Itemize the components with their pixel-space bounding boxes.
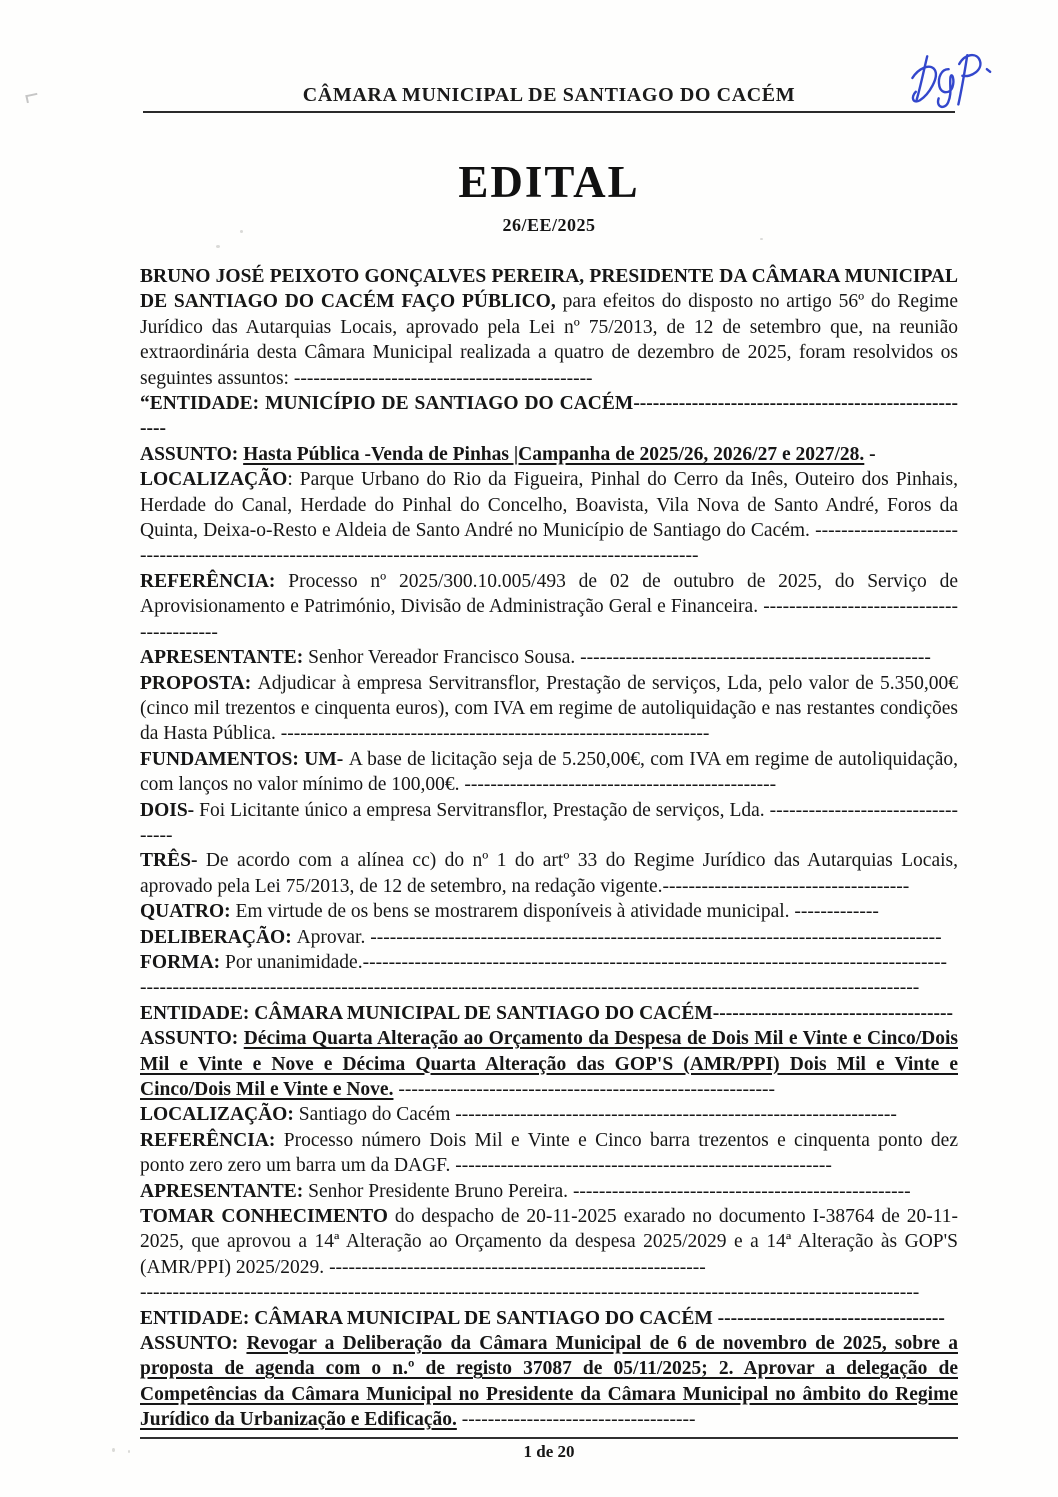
- text-segment: ASSUNTO:: [140, 443, 244, 465]
- document-paragraph: [140, 1102, 958, 1127]
- scan-speck: [216, 245, 220, 248]
- text-segment: QUATRO:: [140, 901, 236, 923]
- dash-filler: ------------------------------------------------------------------: [280, 723, 710, 745]
- text-segment: Aprovar.: [296, 926, 371, 948]
- document-paragraph: [140, 1179, 958, 1204]
- dash-filler: ----------------------------------: [140, 799, 958, 846]
- dash-filler: ------------------------------------------------------------------------------------------------------------------------: [140, 1282, 920, 1304]
- dash-filler: --------------------------------------------------------------------: [455, 1104, 897, 1126]
- document-paragraph: [140, 1026, 958, 1102]
- document-paragraph: [140, 264, 958, 391]
- document-paragraph: [140, 1128, 958, 1179]
- document-paragraph: [140, 1204, 958, 1280]
- text-segment: Por unanimidade.: [225, 951, 363, 973]
- document-paragraph: [140, 442, 958, 467]
- text-segment: APRESENTANTE:: [140, 647, 309, 669]
- scan-speck: [112, 1448, 115, 1452]
- text-segment: Processo nº 2025/300.10.005/493 de 02 de outubro de 2025, do Serviço de Aprovisionamento e Património, Divisão de Administração Geral e Financeira.: [140, 570, 958, 618]
- dash-filler: ----------------------------------------------: [293, 367, 593, 389]
- text-segment: Hasta Pública -Venda de Pinhas |Campanha de 2025/26, 2026/27 e 2027/28.: [243, 443, 865, 465]
- header-rule: [143, 111, 955, 113]
- document-paragraph: [140, 569, 958, 645]
- text-segment: TOMAR CONHECIMENTO: [140, 1206, 395, 1228]
- scan-artifact-mark: [25, 93, 38, 103]
- text-segment: Décima Quarta Alteração ao Orçamento da Despesa de Dois Mil e Vinte e Cinco/Dois Mil e Vinte e Nove e Décima Quarta Alteração das GOP'S (AMR/PPI) Dois Mil e Vinte e Cinco/Dois Mil e Vinte e Nove.: [140, 1028, 958, 1100]
- text-segment: “ENTIDADE: MUNICÍPIO DE SANTIAGO DO CACÉM: [140, 393, 634, 415]
- text-segment: ASSUNTO:: [140, 1028, 244, 1050]
- document-paragraph: [140, 1280, 958, 1305]
- dash-filler: ----------------------------------------------------------: [455, 1155, 832, 1177]
- dash-filler: ----------------------------------------------------: [572, 1180, 911, 1202]
- document-title: EDITAL: [458, 157, 640, 207]
- text-segment: REFERÊNCIA:: [140, 1129, 284, 1151]
- text-segment: DELIBERAÇÃO:: [140, 926, 297, 948]
- document-paragraph: [140, 391, 958, 442]
- text-segment: Em virtude de os bens se mostrarem disponíveis à atividade municipal.: [235, 901, 795, 923]
- dash-filler: ------------------------------------: [461, 1409, 696, 1431]
- document-paragraph: [140, 899, 958, 924]
- document-paragraph: [140, 467, 958, 569]
- document-paragraph: [140, 645, 958, 670]
- text-segment: Senhor Presidente Bruno Pereira.: [308, 1180, 573, 1202]
- scan-speck: [760, 238, 763, 240]
- text-segment: LOCALIZAÇÃO: [140, 469, 288, 491]
- text-segment: Foi Licitante único a empresa Servitransflor, Prestação de serviços, Lda.: [199, 799, 770, 821]
- text-segment: BRUNO JOSÉ PEIXOTO GONÇALVES PEREIRA, PRESIDENTE DA CÂMARA MUNICIPAL DE SANTIAGO DO CACÉM FAÇO PÚBLICO,: [140, 266, 958, 313]
- document-paragraph: [140, 848, 958, 899]
- text-segment: para efeitos do disposto no artigo 56º do Regime Jurídico das Autarquias Locais, aprovado pela Lei nº 75/2013, de 12 de setembro que, na reunião extraordinária desta Câmara Municipal realizada a quatro de dezembro de 2025, foram resolvidos os seguintes assuntos:: [140, 291, 958, 389]
- document-paragraph: [140, 671, 958, 747]
- dash-filler: -------------: [794, 901, 879, 923]
- dash-filler: ----------------------------------------------------------------------------------------: [370, 926, 942, 948]
- text-segment: APRESENTANTE:: [140, 1180, 309, 1202]
- document-paragraph: [140, 1001, 958, 1026]
- text-segment: A base de licitação seja de 5.250,00€, com IVA em regime de autoliquidação, com lanços no valor mínimo de 100,00€.: [140, 748, 958, 796]
- document-number: 26/EE/2025: [502, 215, 596, 235]
- document-body: [140, 264, 958, 1434]
- document-paragraph: [140, 975, 958, 1000]
- dash-filler: ------------------------------------------: [140, 596, 958, 643]
- text-segment: ENTIDADE: CÂMARA MUNICIPAL DE SANTIAGO DO CACÉM: [140, 1307, 718, 1329]
- dash-filler: ------------------------------------------------------: [140, 393, 958, 440]
- signature-initials-icon: [908, 44, 994, 120]
- dash-filler: ------------------------------------------------------------------------------------------------------------------------: [140, 977, 920, 999]
- header-title: CÂMARA MUNICIPAL DE SANTIAGO DO CACÉM: [302, 84, 796, 106]
- text-segment: TRÊS-: [140, 850, 206, 872]
- text-segment: Adjudicar à empresa Servitransflor, Prestação de serviços, Lda, pelo valor de 5.350,00€ (cinco mil trezentos e cinquenta euros), com IVA em regime de autoliquidação e nas restantes condições da Hasta Pública.: [140, 672, 958, 745]
- text-segment: do despacho de 20-11-2025 exarado no documento I-38764 de 20-11-2025, que aprovou a 14ª Alteração ao Orçamento da despesa 2025/2029 e a 14ª Alteração às GOP'S (AMR/PPI) 2025/2029.: [140, 1206, 958, 1278]
- text-segment: REFERÊNCIA:: [140, 570, 289, 592]
- footer-rule: [140, 1437, 958, 1439]
- document-paragraph: [140, 1306, 958, 1331]
- document-paragraph: [140, 925, 958, 950]
- text-segment: LOCALIZAÇÃO:: [140, 1104, 299, 1126]
- document-paragraph: [140, 747, 958, 798]
- dash-filler: --------------------------------------: [662, 875, 910, 897]
- text-segment: Senhor Vereador Francisco Sousa.: [308, 647, 581, 669]
- text-segment: DOIS-: [140, 799, 200, 821]
- document-paragraph: [140, 1331, 958, 1433]
- dash-filler: ------------------------------------------------------------------------------------------: [362, 951, 948, 973]
- document-paragraph: [140, 950, 958, 975]
- dash-filler: ------------------------------------------------------: [580, 647, 931, 669]
- document-paragraph: [140, 798, 958, 849]
- document-paragraph: [140, 1433, 958, 1434]
- text-segment: Santiago do Cacém: [298, 1104, 456, 1126]
- dash-filler: ------------------------------------------------------------------------------------------------------------: [140, 520, 958, 567]
- scan-speck: [128, 1450, 130, 1453]
- dash-filler: -------------------------------------: [712, 1002, 954, 1024]
- text-segment: : Parque Urbano do Rio da Figueira, Pinhal do Cerro da Inês, Outeiro dos Pinhais, Herdade do Canal, Herdade do Pinhal do Concelho, Boavista, Vila Nova de Santo André, Foros da Quinta, Deixa-o-Resto e Aldeia de Santo André no Município de Santiago do Cacém.: [140, 469, 958, 542]
- text-segment: Revogar a Deliberação da Câmara Municipal de 6 de novembro de 2025, sobre a proposta de agenda com o n.º de registo 37087 de 05/11/2025; 2. Aprovar a delegação de Competências da Câmara Municipal no Presidente da Câmara Municipal no âmbito do Regime Jurídico da Urbanização e Edificação.: [140, 1333, 958, 1431]
- text-segment: Processo número Dois Mil e Vinte e Cinco barra trezentos e cinquenta ponto dez ponto zero zero um barra um da DAGF.: [140, 1129, 958, 1177]
- dash-filler: ----------------------------------------------------------: [398, 1079, 775, 1100]
- scan-speck: [240, 230, 243, 233]
- text-segment: ASSUNTO:: [140, 1333, 247, 1355]
- text-segment: FUNDAMENTOS: UM-: [140, 748, 349, 770]
- dash-filler: -----------------------------------: [717, 1307, 945, 1329]
- text-segment: ENTIDADE: CÂMARA MUNICIPAL DE SANTIAGO DO CACÉM: [140, 1002, 713, 1024]
- text-segment: FORMA:: [140, 951, 226, 973]
- text-segment: -: [864, 443, 876, 465]
- dash-filler: ----------------------------------------------------------: [329, 1256, 706, 1278]
- dash-filler: ------------------------------------------------: [464, 774, 777, 796]
- page-number: 1 de 20: [523, 1442, 575, 1461]
- text-segment: De acordo com a alínea cc) do nº 1 do artº 33 do Regime Jurídico das Autarquias Locais, aprovado pela Lei 75/2013, de 12 de setembro, na redação vigente.: [140, 850, 958, 897]
- text-segment: PROPOSTA:: [140, 672, 258, 694]
